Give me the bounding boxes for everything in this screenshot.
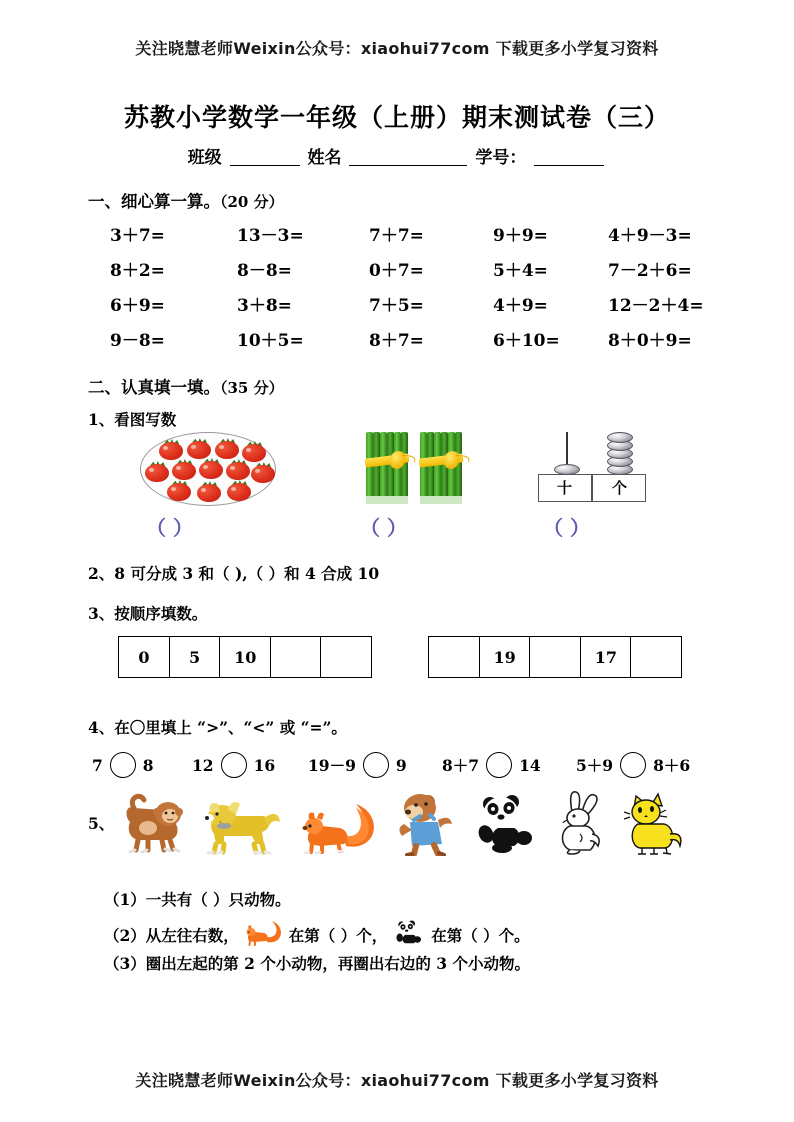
sequence-cell[interactable]: [428, 636, 480, 678]
class-label: 班级: [187, 148, 222, 168]
comparison-circle[interactable]: [363, 752, 389, 778]
comparison-left: 12: [192, 755, 214, 775]
arithmetic-problem[interactable]: 8＋2=: [110, 261, 165, 281]
squirrel-icon-inline: [244, 920, 284, 950]
comparison-right: 14: [519, 755, 541, 775]
tomato-icon: [159, 439, 183, 460]
comparison-item: [576, 752, 690, 778]
comparison-item: [308, 752, 407, 778]
arithmetic-problem[interactable]: 10＋5=: [237, 331, 304, 351]
sequence-cell[interactable]: [320, 636, 372, 678]
comparison-left: 19－9: [308, 756, 356, 775]
cat-icon: [622, 790, 688, 860]
monkey-icon: [118, 792, 188, 860]
panda-icon-inline: [392, 920, 426, 950]
comparison-left: 7: [92, 755, 103, 775]
tomato-icon: [215, 438, 239, 459]
comparison-item: [192, 752, 275, 778]
question-5-sub-3[interactable]: （3）圈出左起的第 2 个小动物，再圈出右边的 3 个小动物。: [104, 954, 530, 973]
arithmetic-problem[interactable]: 3＋8=: [237, 296, 292, 316]
tomato-icon: [226, 459, 250, 480]
squirrel-icon: [300, 800, 380, 860]
number-label: 学号：: [475, 148, 527, 168]
comparison-circle[interactable]: [620, 752, 646, 778]
tomato-icon: [172, 459, 196, 480]
tomato-icon: [145, 461, 169, 482]
arithmetic-row: [88, 251, 728, 286]
comparison-left: 8＋7: [442, 756, 480, 775]
sequence-cell[interactable]: 19: [479, 636, 531, 678]
arithmetic-problem[interactable]: 5＋4=: [493, 261, 548, 281]
tomato-icon: [167, 480, 191, 501]
arithmetic-problem[interactable]: 6＋9=: [110, 296, 165, 316]
question-3-label: 3、按顺序填数。: [88, 604, 208, 623]
page-title: 苏教小学数学一年级（上册）期末测试卷（三）: [123, 103, 670, 132]
arithmetic-problem[interactable]: 9＋9=: [493, 226, 548, 246]
number-blank[interactable]: [534, 165, 604, 166]
question-2-text[interactable]: 2、8 可分成 3 和（ ),（ ）和 4 合成 10: [88, 564, 380, 583]
answer-paren[interactable]: （ ）: [360, 516, 407, 540]
class-blank[interactable]: [230, 165, 300, 166]
arithmetic-problem[interactable]: 7＋7=: [369, 226, 424, 246]
tomato-icon: [251, 462, 275, 483]
arithmetic-row: [88, 216, 728, 251]
abacus-bead: [607, 432, 633, 443]
arithmetic-problem[interactable]: 4＋9=: [493, 296, 548, 316]
tomatoes-picture: [140, 432, 276, 506]
q5-sub2-part-c: 在第（ ）个。: [431, 926, 530, 945]
section-1-heading: [88, 188, 284, 212]
arithmetic-problem[interactable]: 7＋5=: [369, 296, 424, 316]
comparison-left: 5＋9: [576, 756, 614, 775]
question-5-sub-2[interactable]: [104, 920, 530, 950]
comparison-right: 8: [142, 755, 154, 775]
sequence-cell[interactable]: [630, 636, 682, 678]
arithmetic-problem[interactable]: 7－2＋6=: [608, 261, 692, 281]
comparison-right: 8＋6: [653, 756, 691, 775]
sequence-tables: [0, 636, 794, 688]
arithmetic-problem[interactable]: 6＋10=: [493, 331, 560, 351]
abacus-picture: [534, 428, 650, 506]
plate-icon: [140, 432, 276, 506]
rabbit-icon: [550, 790, 612, 860]
tomato-icon: [199, 458, 223, 479]
arithmetic-row: [88, 286, 728, 321]
question-1-label: 1、看图写数: [88, 410, 177, 429]
comparison-right: 9: [395, 755, 407, 775]
sequence-cell[interactable]: [270, 636, 322, 678]
tomato-icon: [197, 481, 221, 502]
arithmetic-problem[interactable]: 8－8=: [237, 261, 292, 281]
arithmetic-problem[interactable]: 12－2＋4=: [608, 296, 704, 316]
sequence-cell[interactable]: [529, 636, 581, 678]
section-1-points: （20 分）: [220, 193, 284, 211]
comparison-item: [442, 752, 541, 778]
animals-row: [88, 790, 748, 858]
sequence-table-left: [118, 636, 372, 678]
watermark-bottom: 关注晓慧老师Weixin公众号：xiaohui77com 下载更多小学复习资料: [135, 1071, 659, 1090]
bamboo-bundle-icon: [420, 432, 462, 504]
arithmetic-row: [88, 321, 728, 356]
q5-sub2-part-b: 在第（ ）个，: [288, 926, 388, 945]
comparison-row: [88, 752, 748, 786]
comparison-item: [92, 752, 154, 778]
arithmetic-problem[interactable]: 8＋0＋9=: [608, 331, 692, 351]
arithmetic-problem[interactable]: 9－8=: [110, 331, 165, 351]
tomato-icon: [187, 438, 211, 459]
bamboo-bundles-picture: [366, 430, 466, 508]
tomato-icon: [227, 480, 251, 501]
comparison-circle[interactable]: [110, 752, 136, 778]
question-5-label: 5、: [88, 814, 115, 833]
picture-answer-parens: [88, 512, 728, 538]
comparison-right: 16: [253, 755, 276, 775]
watermark-top: 关注晓慧老师Weixin公众号：xiaohui77com 下载更多小学复习资料: [135, 39, 659, 58]
comparison-circle[interactable]: [486, 752, 512, 778]
abacus-icon: [534, 428, 650, 506]
comparison-circle[interactable]: [221, 752, 247, 778]
sequence-cell[interactable]: 0: [118, 636, 170, 678]
section-2-points: （35 分）: [220, 379, 284, 397]
name-label: 姓名: [307, 148, 342, 168]
section-2-title: 二、认真填一填。: [88, 378, 220, 397]
panda-icon: [474, 794, 538, 858]
student-info-line: [0, 143, 794, 168]
arithmetic-problem[interactable]: 13－3=: [237, 226, 304, 246]
arithmetic-problem[interactable]: 0＋7=: [369, 261, 424, 281]
sequence-cell[interactable]: 10: [219, 636, 271, 678]
arithmetic-problem[interactable]: 4＋9－3=: [608, 226, 692, 246]
bamboo-bundle-icon: [366, 432, 408, 504]
q5-sub2-part-a: （2）从左往右数，: [104, 926, 239, 945]
answer-paren[interactable]: （ ）: [146, 516, 193, 540]
sequence-cell[interactable]: 5: [169, 636, 221, 678]
abacus-ones-label: 个: [611, 479, 627, 497]
section-1-title: 一、细心算一算。: [88, 192, 220, 211]
sequence-cell[interactable]: 17: [580, 636, 632, 678]
answer-paren[interactable]: （ ）: [543, 516, 590, 540]
name-blank[interactable]: [349, 165, 467, 166]
abacus-tens-label: 十: [556, 479, 572, 497]
bear-icon: [394, 790, 462, 860]
arithmetic-grid: [88, 216, 728, 356]
section-2-heading: [88, 374, 284, 398]
sequence-table-right: [428, 636, 682, 678]
dog-icon: [200, 792, 282, 860]
arithmetic-problem[interactable]: 3＋7=: [110, 226, 165, 246]
arithmetic-problem[interactable]: 8＋7=: [369, 331, 424, 351]
question-4-label: 4、在〇里填上 “>”、“<” 或 “=”。: [88, 718, 347, 737]
question-5-sub-1[interactable]: （1）一共有（ ）只动物。: [104, 890, 291, 909]
